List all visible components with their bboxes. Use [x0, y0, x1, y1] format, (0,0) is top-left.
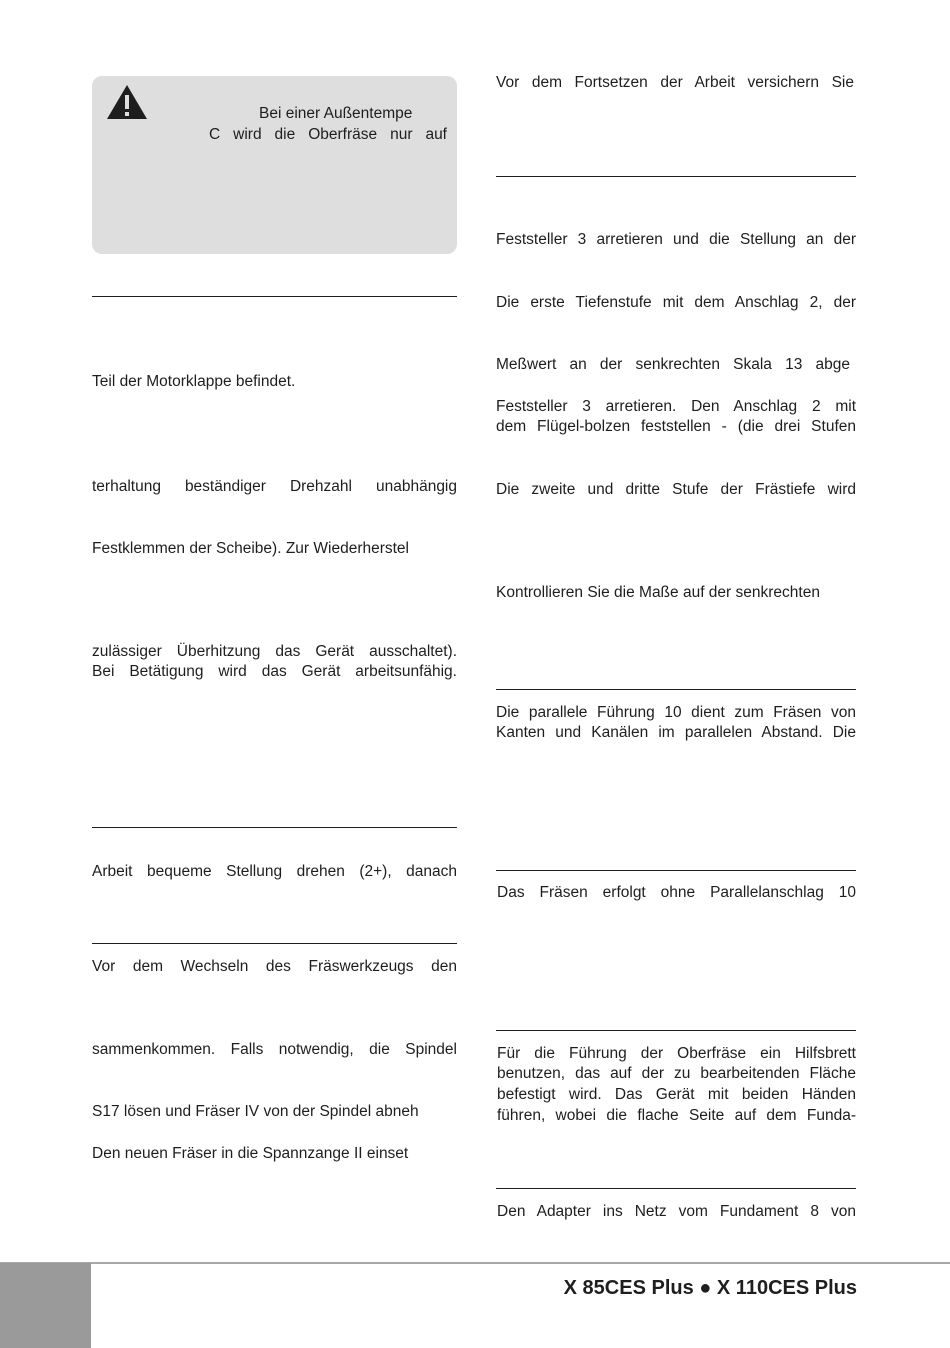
body-text-line: Festklemmen der Scheibe). Zur Wiederherstel — [92, 540, 410, 557]
body-text-line: Die zweite und dritte Stufe der Frästiefe wird — [496, 481, 856, 498]
body-text-line: Feststeller 3 arretieren. Den Anschlag 2 mit — [496, 398, 856, 415]
section-divider — [496, 870, 856, 871]
body-text-line: terhaltung beständiger Drehzahl unabhängig — [92, 478, 457, 495]
section-divider — [92, 296, 457, 297]
body-text-line: zulässiger Überhitzung das Gerät ausschaltet). — [92, 643, 457, 660]
warning-text-line: C wird die Oberfräse nur auf — [209, 126, 447, 143]
body-text-line: Feststeller 3 arretieren und die Stellung an der — [496, 231, 856, 248]
body-text-line: Kanten und Kanälen im parallelen Abstand. Die — [496, 724, 856, 741]
section-divider — [496, 176, 856, 177]
body-text-line: Vor dem Wechseln des Fräswerkzeugs den — [92, 958, 457, 975]
body-text-line: dem Flügel-bolzen feststellen - (die drei Stufen — [496, 418, 856, 435]
body-text-line: Kontrollieren Sie die Maße auf der senkrechten — [496, 584, 820, 601]
warning-text-line: Bei einer Außentempe — [259, 105, 413, 122]
body-text-line: Die parallele Führung 10 dient zum Fräsen von — [496, 704, 856, 721]
footer-model-title: X 85CES Plus ● X 110CES Plus — [563, 1277, 857, 1299]
body-text-line: Bei Betätigung wird das Gerät arbeitsunfähig. — [92, 663, 457, 680]
body-text-line: sammenkommen. Falls notwendig, die Spindel — [92, 1041, 457, 1058]
body-text-line: Den Adapter ins Netz vom Fundament 8 von — [497, 1203, 856, 1220]
body-text-line: Arbeit bequeme Stellung drehen (2+), danach — [92, 863, 457, 880]
section-divider — [496, 689, 856, 690]
body-text-line: Vor dem Fortsetzen der Arbeit versichern Sie — [496, 74, 854, 91]
body-text-line: benutzen, das auf der zu bearbeitenden Fläche — [497, 1065, 856, 1082]
section-divider — [496, 1030, 856, 1031]
body-text-line: befestigt wird. Das Gerät mit beiden Händen — [497, 1086, 856, 1103]
section-divider — [496, 1188, 856, 1189]
body-text-line: Den neuen Fräser in die Spannzange II einset — [92, 1145, 409, 1162]
body-text-line: Das Fräsen erfolgt ohne Parallelanschlag 10 — [497, 884, 856, 901]
footer-rule — [0, 1262, 950, 1264]
section-divider — [92, 827, 457, 828]
body-text-line: Für die Führung der Oberfräse ein Hilfsbrett — [497, 1045, 856, 1062]
warning-triangle-icon — [106, 84, 148, 120]
warning-box — [92, 76, 457, 254]
body-text-line: Teil der Motorklappe befindet. — [92, 373, 296, 390]
body-text-line: Meßwert an der senkrechten Skala 13 abge — [496, 356, 850, 373]
body-text-line: S17 lösen und Fräser IV von der Spindel abneh — [92, 1103, 419, 1120]
page-tab-block — [0, 1263, 91, 1348]
body-text-line: Die erste Tiefenstufe mit dem Anschlag 2, der — [496, 294, 856, 311]
section-divider — [92, 943, 457, 944]
body-text-line: führen, wobei die flache Seite auf dem Funda- — [497, 1107, 856, 1124]
